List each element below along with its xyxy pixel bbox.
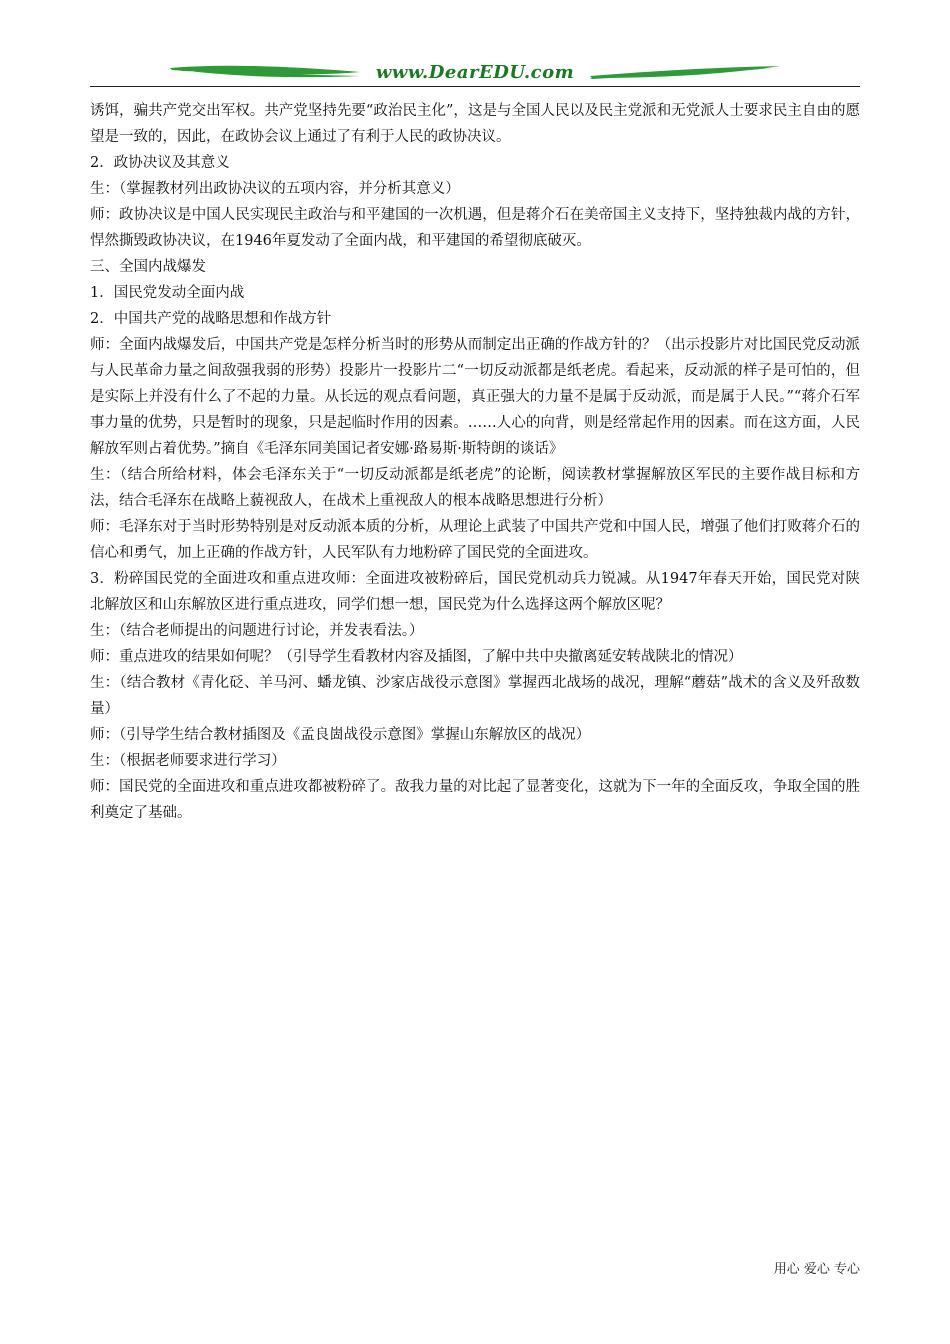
paragraph: 师：（引导学生结合教材插图及《孟良崮战役示意图》掌握山东解放区的战况）: [90, 727, 591, 743]
paragraph: 生：（结合老师提出的问题进行讨论，并发表看法。）: [90, 623, 424, 639]
paragraph: 2．中国共产党的战略思想和作战方针: [90, 311, 332, 327]
paragraph: 生：（掌握教材列出政协决议的五项内容，并分析其意义）: [90, 181, 460, 197]
header-divider: [90, 86, 860, 87]
page-footer: 用心 爱心 专心: [773, 1262, 860, 1277]
paragraph: 生：（结合教材《青化砭、羊马河、蟠龙镇、沙家店战役示意图》掌握西北战场的战况，理解“蘑菇”战术的含义及歼敌数量）: [90, 675, 860, 717]
paragraph: 生：（根据老师要求进行学习）: [90, 753, 286, 769]
paragraph: 生：（结合所给材料，体会毛泽东关于“一切反动派都是纸老虎”的论断，阅读教材掌握解放区军民的主要作战目标和方法，结合毛泽东在战略上藐视敌人，在战术上重视敌人的根本战略思想进行分析）: [90, 467, 860, 509]
document-body: [90, 98, 860, 826]
paragraph: 2．政协决议及其意义: [90, 155, 230, 171]
paragraph: 师：毛泽东对于当时形势特别是对反动派本质的分析，从理论上武装了中国共产党和中国人民，增强了他们打败蒋介石的信心和勇气，加上正确的作战方针，人民军队有力地粉碎了国民党的全面进攻。: [90, 519, 860, 561]
paragraph: 三、全国内战爆发: [90, 259, 206, 275]
paragraph: 师：政协决议是中国人民实现民主政治与和平建国的一次机遇，但是蒋介石在美帝国主义支持下，坚持独裁内战的方针，悍然撕毁政协决议，在1946年夏发动了全面内战，和平建国的希望彻底破灭。: [90, 207, 860, 249]
site-logo[interactable]: www.DearEDU.com: [375, 62, 575, 83]
paragraph: 1．国民党发动全面内战: [90, 285, 245, 301]
paragraph: 师：重点进攻的结果如何呢？（引导学生看教材内容及插图，了解中共中央撤离延安转战陕北的情况）: [90, 649, 743, 665]
paragraph: 师：国民党的全面进攻和重点进攻都被粉碎了。敌我力量的对比起了显著变化，这就为下一年的全面反攻，争取全国的胜利奠定了基础。: [90, 779, 860, 821]
paragraph: 3．粉碎国民党的全面进攻和重点进攻师：全面进攻被粉碎后，国民党机动兵力锐减。从1947年春天开始，国民党对陕北解放区和山东解放区进行重点进攻，同学们想一想，国民党为什么选择这两个解放区呢？: [90, 571, 860, 613]
paragraph: 师：全面内战爆发后，中国共产党是怎样分析当时的形势从而制定出正确的作战方针的？（出示投影片对比国民党反动派与人民革命力量之间敌强我弱的形势）投影片一投影片二“一切反动派都是纸老虎。看起来，反动派的样子是可怕的，但是实际上并没有什么了不起的力量。从长远的观点看问题，真正强大的力量不是属于反动派，而是属于人民。”“蒋介石军事力量的优势，只是暂时的现象，只是起临时作用的因素。……人心的向背，则是经常起作用的因素。而在这方面，人民解放军则占着优势。”摘自《毛泽东同美国记者安娜·路易斯·斯特朗的谈话》: [90, 337, 860, 457]
paragraph: 诱饵，骗共产党交出军权。共产党坚持先要“政治民主化”，这是与全国人民以及民主党派和无党派人士要求民主自由的愿望是一致的，因此，在政协会议上通过了有利于人民的政协决议。: [90, 103, 860, 145]
